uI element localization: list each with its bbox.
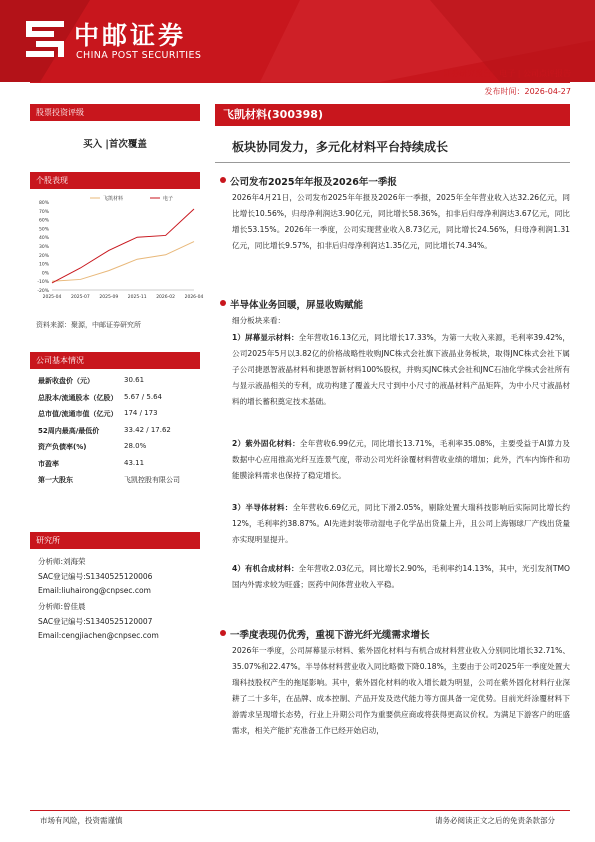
y-tick-label: 10% — [38, 262, 49, 268]
section-title-q1: 一季度表现仍优秀，重视下游光纤光缆需求增长 — [230, 627, 430, 641]
info-label: 资产负债率(%) — [38, 443, 87, 451]
section-title-annual-report: 公司发布2025年年报及2026年一季报 — [230, 174, 397, 188]
x-tick-label: 2026-04 — [184, 295, 204, 300]
stock-rating: 买入 |首次覆盖 — [83, 139, 147, 150]
y-tick-label: -10% — [37, 280, 49, 286]
analyst-line: 分析师:曾佳晨 — [38, 602, 86, 611]
legend-label: 电子 — [163, 196, 174, 202]
info-value: 43.11 — [124, 458, 145, 467]
y-tick-label: -20% — [37, 289, 49, 294]
info-value: 28.0% — [124, 442, 147, 450]
brand-name-cn: 中邮证券 — [74, 21, 187, 50]
organic-synthesis-text: 全年营收2.03亿元，同比增长2.90%，毛利率约14.13%，其中，光引发剂TMO国内外需求较为旺盛；医药中间体营业收入平稳。 — [232, 564, 570, 589]
y-tick-label: 40% — [38, 236, 49, 242]
section-title-semiconductor: 半导体业务回暖，屏显收购赋能 — [230, 297, 363, 311]
rating-section-title: 股票投资评级 — [30, 104, 200, 121]
y-tick-label: 30% — [38, 245, 49, 250]
y-tick-label: 0% — [41, 271, 49, 277]
info-value: 174 / 173 — [124, 409, 158, 417]
organic-synthesis-label: 4）有机合成材料： — [232, 564, 299, 573]
info-label: 总股本/流通股本（亿股） — [38, 393, 118, 402]
display-materials-label: 1）屏幕显示材料： — [232, 333, 299, 342]
semiconductor-text: 全年营收6.69亿元，同比下滑2.05%，剔除处置大瑞科技影响后实际同比增长约12%，毛利率约38.87%。AI先进封装带动湿电子化学品出货量上升，且公司上海锡球厂产线出货量亦实现明显提升。 — [232, 503, 570, 544]
x-tick-label: 2025-09 — [99, 295, 119, 300]
info-label: 第一大股东 — [38, 476, 73, 484]
uv-curing-label: 2）紫外固化材料： — [232, 439, 300, 448]
x-tick-label: 2026-02 — [156, 295, 176, 300]
header-rule — [30, 82, 570, 83]
info-label: 52周内最高/最低价 — [38, 426, 100, 435]
y-tick-label: 20% — [38, 253, 49, 259]
analyst-line: 分析师:刘海荣 — [38, 557, 86, 566]
info-value: 5.67 / 5.64 — [124, 392, 162, 401]
paragraph-annual-report: 2026年4月21日，公司发布2025年年报及2026年一季报，2025年全年营业收入达32.26亿元，同比增长10.56%，归母净利润达3.90亿元，同比增长58.36%，扣非后归母净利润达3.67亿元，同比增长53.15%。2026年一季度，公司实现营业收入8.73亿元，同比增长24.56%，归母净利润1.31亿元，同比增长9.57%，扣非后归母净利润达1.35亿元，同比增长74.34%。 — [232, 193, 570, 250]
chart-source: 资料来源：聚源，中邮证券研究所 — [36, 321, 141, 329]
display-materials-text: 全年营收16.13亿元，同比增长17.33%，为第一大收入来源，毛利率39.42%，公司2025年5月以3.82亿的价格战略性收购JNC株式会社旗下液晶业务板块，取得JNC株式会社下属子公司捷恩智液晶材料和捷恩智新材料100%股权，并购买JNC株式会社和JNC石油化学株式会社所有与显示液晶相关的专利，成功构建了覆盖大尺寸到中小尺寸的液晶材料产品矩阵，为中小尺寸液晶材料的增长蓄积奠定技术基础。 — [232, 333, 570, 406]
analyst-line: SAC登记编号:S1340525120007 — [38, 617, 153, 626]
headline-rule — [215, 162, 570, 163]
risk-warning: 市场有风险，投资需谨慎 — [40, 816, 123, 825]
report-headline: 板块协同发力，多元化材料平台持续成长 — [232, 140, 449, 154]
y-tick-label: 50% — [38, 227, 49, 233]
performance-section-title: 个股表现 — [30, 172, 200, 189]
paragraph-uv-curing — [232, 436, 570, 484]
x-tick-label: 2025-11 — [127, 295, 147, 300]
paragraph-display-materials — [232, 330, 570, 410]
series-line-1 — [52, 209, 194, 283]
y-tick-label: 60% — [38, 218, 49, 224]
info-value: 飞凯控股有限公司 — [124, 476, 180, 484]
footer-rule — [30, 810, 570, 811]
info-label: 总市值/流通市值（亿元） — [38, 410, 118, 418]
semiconductor-label: 3）半导体材料： — [232, 503, 293, 512]
analyst-section-title: 研究所 — [30, 532, 200, 549]
basic-info-section-title: 公司基本情况 — [30, 352, 200, 369]
legend-label: 飞凯材料 — [103, 196, 124, 202]
x-tick-label: 2025-04 — [42, 295, 62, 300]
report-type: 证券研究报告：电子 | 公司点评报告 — [443, 69, 571, 78]
y-tick-label: 70% — [38, 209, 49, 215]
publish-time: 发布时间：2026-04-27 — [484, 87, 571, 96]
analyst-email-link[interactable]: Email:cengjiachen@cnpsec.com — [38, 631, 159, 640]
disclaimer-note: 请务必阅读正文之后的免责条款部分 — [435, 816, 555, 825]
brand-name-en: CHINA POST SECURITIES — [76, 50, 202, 61]
analyst-line: SAC登记编号:S1340525120006 — [38, 572, 153, 581]
paragraph-organic-synthesis — [232, 561, 570, 593]
paragraph-q1: 2026年一季度，公司屏幕显示材料、紫外固化材料与有机合成材料营业收入分别同比增长32.71%、35.07%和22.47%。半导体材料营业收入同比略微下降0.18%，主要由于公司2025年一季度处置大瑞科技股权产生的拖尾影响。其中，紫外固化材料的收入增长最为明显，公司在紫外固化材料行业深耕了二十多年，在品牌、成本控制、产品开发及迭代能力等方面具备一定优势。目前光纤涂覆材料下游需求呈现增长态势，行业上升期公司作为重要供应商或将获得更高议价权。为满足下游客户的旺盛需求，相关产能扩充准备工作已经开始启动， — [232, 646, 570, 735]
performance-chart-svg — [30, 192, 204, 310]
info-label: 市盈率 — [38, 459, 59, 468]
info-value: 30.61 — [124, 376, 145, 384]
info-label: 最新收盘价（元） — [38, 377, 94, 385]
paragraph-semiconductor — [232, 500, 570, 548]
info-value: 33.42 / 17.62 — [124, 425, 171, 434]
uv-curing-text: 全年营收6.99亿元，同比增长13.71%，毛利率35.08%，主要受益于AI算力及数据中心应用推高光纤互连景气度，带动公司光纤涂覆材料营收业绩的增加；此外，汽车内饰件和功能膜涂料需求也保持了稳定增长。 — [232, 439, 570, 480]
analyst-email-link[interactable]: Email:liuhairong@cnpsec.com — [38, 586, 151, 595]
stock-performance-chart — [30, 192, 204, 310]
series-line-0 — [52, 242, 194, 282]
x-tick-label: 2025-07 — [70, 295, 90, 300]
china-post-logo-icon — [22, 17, 68, 57]
stock-name-bar: 飞凯材料(300398) — [215, 104, 570, 126]
y-tick-label: 80% — [38, 201, 49, 206]
segment-intro: 细分板块来看： — [232, 316, 286, 325]
